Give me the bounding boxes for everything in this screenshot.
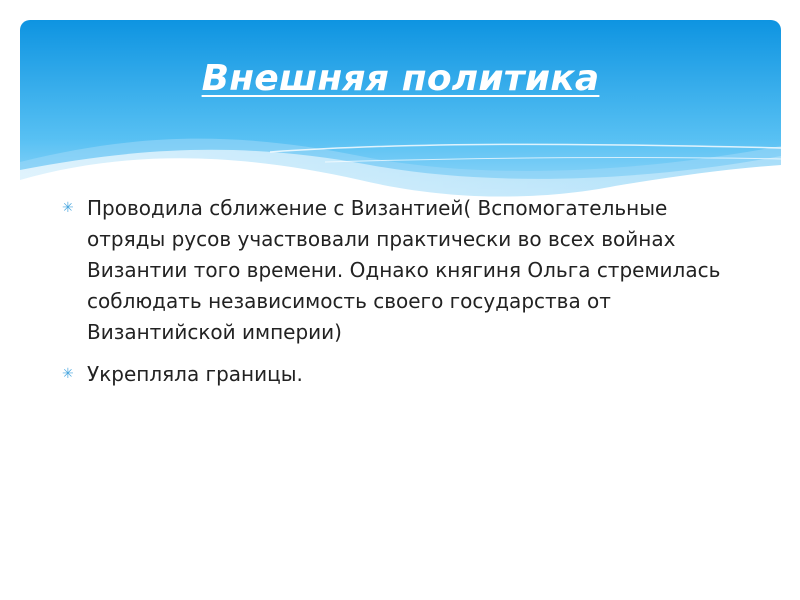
bullet-list [60,193,740,401]
asterisk-bullet-icon: ✳ [62,200,74,216]
bullet-text: Проводила сближение с Византией( Вспомогательные отряды русов участвовали практически во всех войнах Византии того времени. Однако княгиня Ольга стремилась соблюдать независимость своего государства от Византийской империи) [87,196,721,344]
asterisk-bullet-icon: ✳ [62,366,74,382]
list-item [60,359,740,390]
page-title: Внешняя политика [201,58,600,99]
bullet-text: Укрепляла границы. [87,362,303,386]
list-item [60,193,740,348]
